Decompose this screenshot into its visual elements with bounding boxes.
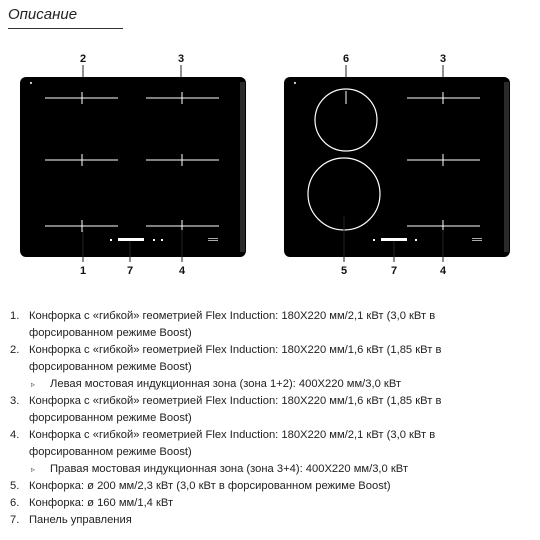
list-item: 2. Конфорка с «гибкой» геометрией Flex Induction: 180X220 мм/1,6 кВт (1,85 кВт в форсированном режиме Boost) <box>10 344 442 373</box>
triangle-bullet-icon: ▹ <box>31 465 36 474</box>
list-item: 5. Конфорка: ø 200 мм/2,3 кВт (3,0 кВт в форсированном режиме Boost) <box>10 480 391 492</box>
callout-4: 4 <box>178 265 186 277</box>
callout-2: 2 <box>79 53 87 65</box>
cooktop-diagram <box>0 40 540 280</box>
list-item: 1. Конфорка с «гибкой» геометрией Flex Induction: 180X220 мм/2,1 кВт (3,0 кВт в форсированном режиме Boost) <box>10 310 436 339</box>
list-subitem: ▹ Левая мостовая индукционная зона (зона 1+2): 400X220 мм/3,0 кВт <box>10 376 530 393</box>
callout-7: 7 <box>126 265 134 277</box>
callout-6: 6 <box>342 53 350 65</box>
callout-7: 7 <box>390 265 398 277</box>
list-item: 3. Конфорка с «гибкой» геометрией Flex Induction: 180X220 мм/1,6 кВт (1,85 кВт в форсированном режиме Boost) <box>10 395 442 424</box>
triangle-bullet-icon: ▹ <box>31 380 36 389</box>
list-subitem: ▹ Правая мостовая индукционная зона (зона 3+4): 400X220 мм/3,0 кВт <box>10 461 530 478</box>
list-item: 7. Панель управления <box>10 514 132 526</box>
right-cooktop <box>284 53 510 277</box>
callout-3: 3 <box>177 53 185 65</box>
callout-5: 5 <box>340 265 348 277</box>
left-cooktop <box>20 53 246 277</box>
callout-4: 4 <box>439 265 447 277</box>
section-title: Описание <box>8 6 78 23</box>
list-item: 6. Конфорка: ø 160 мм/1,4 кВт <box>10 497 174 509</box>
burner-description-list <box>10 308 530 529</box>
title-underline <box>8 28 123 29</box>
callout-1: 1 <box>79 265 87 277</box>
callout-3: 3 <box>439 53 447 65</box>
list-item: 4. Конфорка с «гибкой» геометрией Flex Induction: 180X220 мм/2,1 кВт (3,0 кВт в форсированном режиме Boost) <box>10 429 436 458</box>
